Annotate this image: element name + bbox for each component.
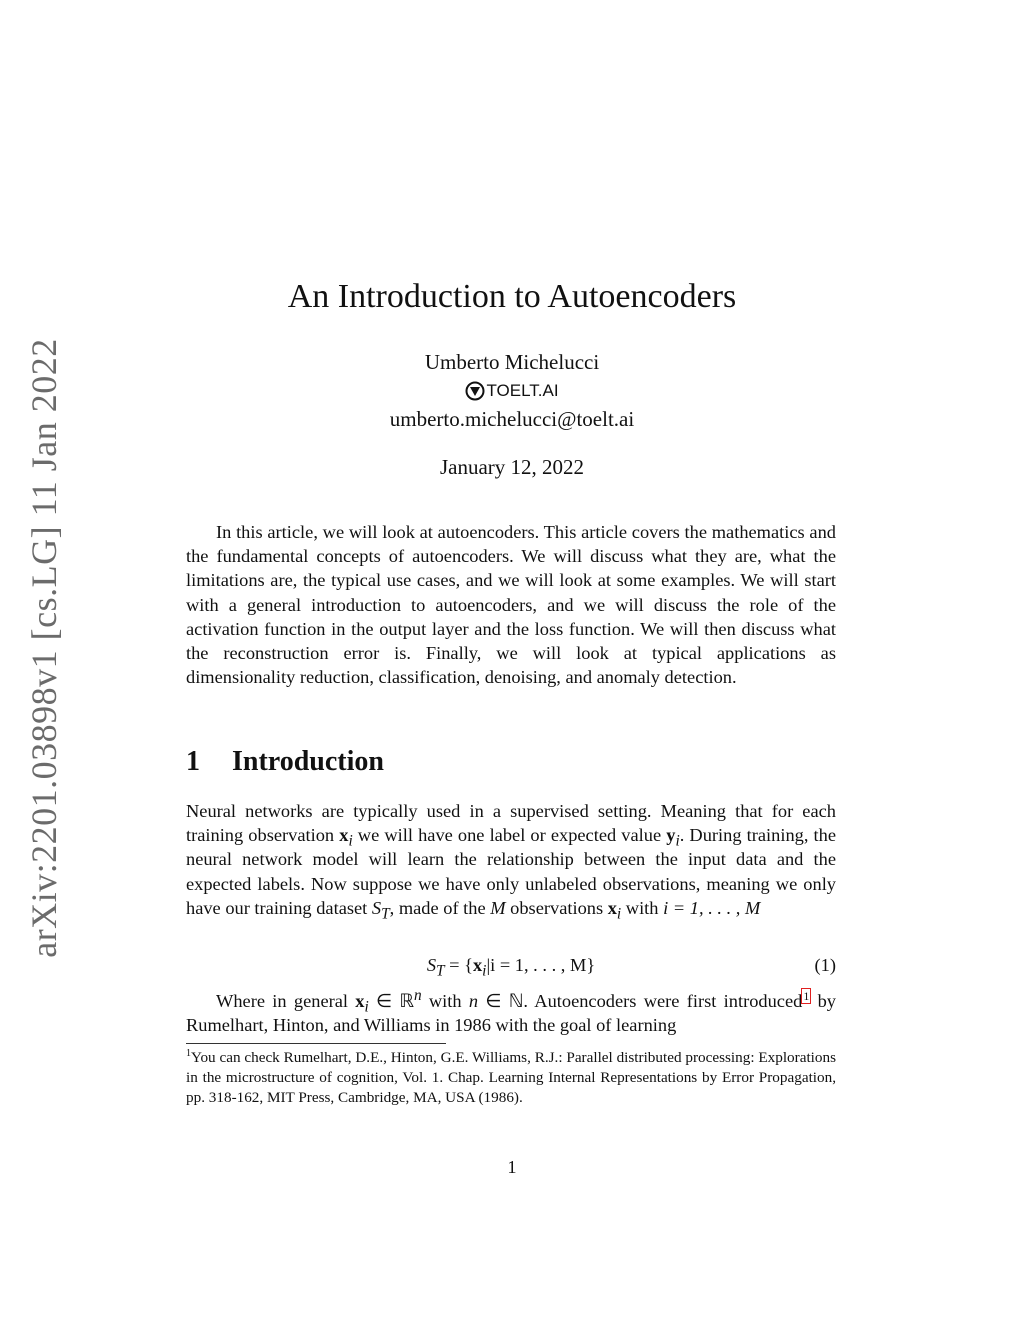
footnote-link[interactable]: 1 (803, 988, 810, 1003)
affiliation-name: TOELT.AI (486, 381, 559, 400)
footnote (186, 1048, 836, 1109)
arxiv-identifier: arXiv:2201.03898v1 [cs.LG] 11 Jan 2022 (24, 338, 64, 958)
footnote-divider (186, 1043, 446, 1044)
paper-date: January 12, 2022 (439, 455, 585, 479)
author-email[interactable]: umberto.michelucci@toelt.ai (389, 407, 635, 431)
section-heading (186, 746, 384, 778)
affiliation (0, 381, 1024, 401)
intro-paragraph-1: Neural networks are typically used in a supervised setting. Meaning that for each training observation $x_i$ we will have one label or expected value $y_i$. During training, the neural network model will learn the relationship between the input data and the expected labels. Now suppose we have only unlabeled observations, meaning we only have our training dataset $S_T$, made of the M observations $x_i$ with i = 1, . . . , M (186, 801, 837, 923)
author-name: Umberto Michelucci (424, 350, 600, 374)
page-number: 1 (507, 1157, 517, 1177)
footnote-text: You can check Rumelhart, D.E., Hinton, G.E. Williams, R.J.: Parallel distributed processing: Explorations in the microstructure of cognition, Vol. 1. Chap. Learning Internal Representations by Error Propagation, pp. 318-162, MIT Press, Cambridge, MA, USA (1986). (186, 1049, 836, 1107)
section-title: Introduction (232, 746, 384, 777)
paper-title: An Introduction to Autoencoders (287, 278, 737, 315)
equation-1: $S_T = \{x_i|i = 1$, . . . , M} (1) (426, 955, 836, 980)
equation-number: (1) (814, 955, 836, 975)
footnote-mark: 1 (186, 1047, 191, 1059)
toelt-logo-icon (465, 381, 485, 401)
intro-paragraph-2: Where in general $x_i$ ∈ ℝ$^n$ with n ∈ ℕ. Autoencoders were first introduced$^1$ by Rumelhart, Hinton, and Williams in 1986 with the goal of learning (186, 986, 836, 1036)
section-number: 1 (186, 746, 200, 777)
abstract: In this article, we will look at autoencoders. This article covers the mathematics and the fundamental concepts of autoencoders. We will discuss what they are, what the limitations are, the typical use cases, and we will look at some examples. We will start with a general introduction to autoencoders, and we will discuss the role of the activation function in the output layer and the loss function. We will then discuss what the reconstruction error is. Finally, we will look at typical applications as dimensionality reduction, classification, denoising, and anomaly detection. (186, 522, 836, 688)
